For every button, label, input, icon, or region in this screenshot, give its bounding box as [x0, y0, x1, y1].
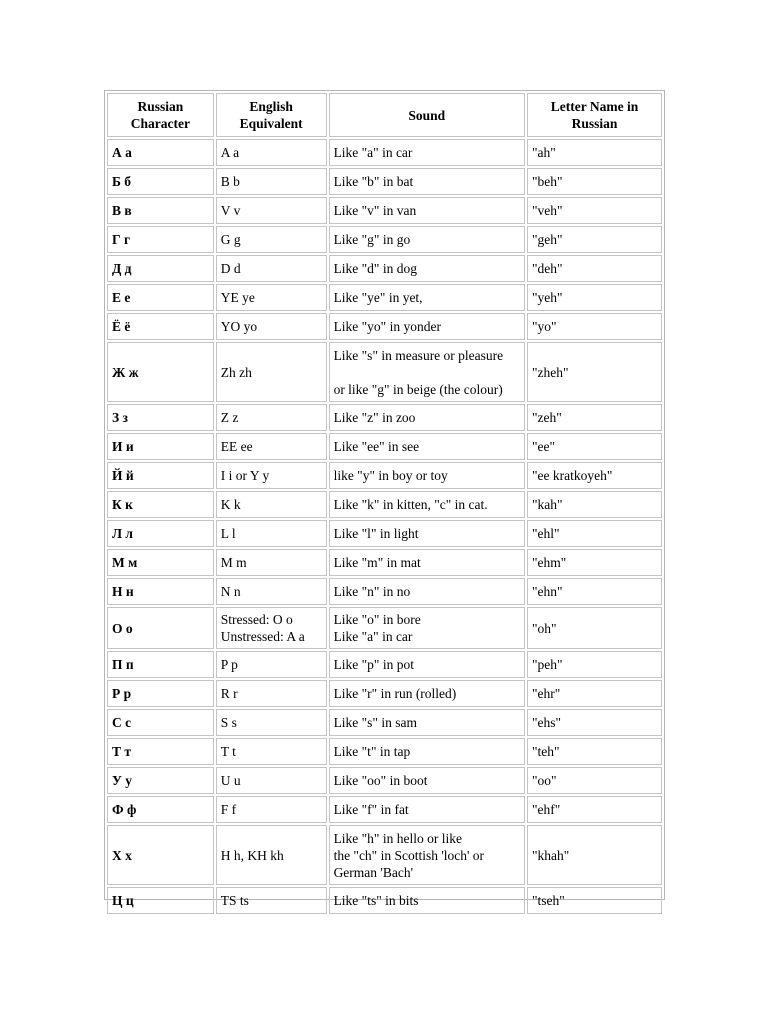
russian-character-cell: Б б: [107, 168, 214, 195]
russian-character-cell: Ё ё: [107, 313, 214, 340]
sound-line: Like "l" in light: [333, 526, 419, 541]
sound-cell: [329, 433, 525, 460]
sound-line: Like "s" in sam: [333, 715, 417, 730]
russian-character-cell: Г г: [107, 226, 214, 253]
table-row: [107, 607, 662, 649]
letter-name-cell: "peh": [527, 651, 662, 678]
russian-character-cell: А а: [107, 139, 214, 166]
letter-name-cell: "zheh": [527, 342, 662, 402]
table-row: [107, 255, 662, 282]
sound-line: German 'Bach': [333, 864, 414, 880]
sound-line: Like "r" in run (rolled): [333, 686, 457, 701]
table-row: [107, 887, 662, 914]
sound-line: Like "oo" in boot: [333, 773, 428, 788]
letter-name-cell: "yeh": [527, 284, 662, 311]
russian-character-cell: И и: [107, 433, 214, 460]
sound-line: Like "s" in measure or pleasure: [333, 347, 504, 363]
sound-cell: [329, 197, 525, 224]
sound-line: Like "p" in pot: [333, 657, 414, 672]
table-row: [107, 284, 662, 311]
table-row: [107, 796, 662, 823]
sound-cell: [329, 139, 525, 166]
sound-cell: [329, 767, 525, 794]
letter-name-cell: "ee kratkoyeh": [527, 462, 662, 489]
russian-character-cell: Д д: [107, 255, 214, 282]
table-row: [107, 549, 662, 576]
sound-line: Like "h" in hello or like: [333, 830, 462, 846]
table-row: [107, 168, 662, 195]
sound-cell: [329, 825, 525, 885]
russian-character-cell: Т т: [107, 738, 214, 765]
header-english-equivalent: English Equivalent: [216, 93, 327, 137]
sound-line: Like "a" in car: [333, 145, 413, 160]
letter-name-cell: "ah": [527, 139, 662, 166]
english-equivalent-cell: T t: [216, 738, 327, 765]
sound-cell: [329, 404, 525, 431]
letter-name-cell: "ehn": [527, 578, 662, 605]
english-equivalent-cell: [216, 607, 327, 649]
english-equivalent-cell: H h, KH kh: [216, 825, 327, 885]
english-equivalent-cell: Z z: [216, 404, 327, 431]
table-body: [107, 139, 662, 914]
sound-line: Like "z" in zoo: [333, 410, 416, 425]
english-equivalent-cell: I i or Y y: [216, 462, 327, 489]
letter-name-cell: "ehf": [527, 796, 662, 823]
table-row: [107, 709, 662, 736]
sound-cell: [329, 738, 525, 765]
english-equivalent-cell: F f: [216, 796, 327, 823]
english-equivalent-cell: G g: [216, 226, 327, 253]
russian-character-cell: З з: [107, 404, 214, 431]
letter-name-cell: "tseh": [527, 887, 662, 914]
english-equivalent-cell: S s: [216, 709, 327, 736]
table-row: [107, 825, 662, 885]
english-equivalent-cell: M m: [216, 549, 327, 576]
letter-name-cell: "kah": [527, 491, 662, 518]
table-row: [107, 462, 662, 489]
sound-line: Like "ee" in see: [333, 439, 420, 454]
russian-character-cell: С с: [107, 709, 214, 736]
russian-character-cell: Й й: [107, 462, 214, 489]
letter-name-cell: "yo": [527, 313, 662, 340]
sound-cell: [329, 549, 525, 576]
sound-line: Like "ts" in bits: [333, 893, 419, 908]
sound-cell: [329, 255, 525, 282]
english-equivalent-cell: TS ts: [216, 887, 327, 914]
sound-cell: [329, 284, 525, 311]
alphabet-table-frame: [104, 90, 665, 908]
sound-cell: [329, 796, 525, 823]
letter-name-cell: "oo": [527, 767, 662, 794]
sound-cell: [329, 342, 525, 402]
russian-character-cell: К к: [107, 491, 214, 518]
sound-line: Like "a" in car: [333, 629, 413, 644]
header-letter-name: Letter Name in Russian: [527, 93, 662, 137]
sound-cell: [329, 709, 525, 736]
table-row: [107, 313, 662, 340]
sound-line: Like "k" in kitten, "c" in cat.: [333, 497, 488, 512]
russian-character-cell: Ф ф: [107, 796, 214, 823]
english-equivalent-line: Stressed: O o: [220, 612, 293, 627]
letter-name-cell: "ehm": [527, 549, 662, 576]
english-equivalent-cell: YE ye: [216, 284, 327, 311]
sound-cell: [329, 168, 525, 195]
letter-name-cell: "veh": [527, 197, 662, 224]
russian-character-cell: Н н: [107, 578, 214, 605]
english-equivalent-cell: A a: [216, 139, 327, 166]
sound-cell: [329, 520, 525, 547]
table-row: [107, 197, 662, 224]
sound-cell: [329, 578, 525, 605]
sound-cell: [329, 680, 525, 707]
english-equivalent-cell: N n: [216, 578, 327, 605]
english-equivalent-cell: B b: [216, 168, 327, 195]
sound-cell: [329, 313, 525, 340]
sound-line: Like "ye" in yet,: [333, 290, 423, 305]
letter-name-cell: "zeh": [527, 404, 662, 431]
sound-line: Like "f" in fat: [333, 802, 409, 817]
russian-character-cell: Р р: [107, 680, 214, 707]
sound-line: Like "m" in mat: [333, 555, 421, 570]
table-row: [107, 767, 662, 794]
letter-name-cell: "deh": [527, 255, 662, 282]
sound-cell: [329, 651, 525, 678]
letter-name-cell: "khah": [527, 825, 662, 885]
table-row: [107, 520, 662, 547]
russian-character-cell: Л л: [107, 520, 214, 547]
russian-character-cell: У у: [107, 767, 214, 794]
russian-character-cell: Ц ц: [107, 887, 214, 914]
english-equivalent-line: Unstressed: A a: [220, 629, 305, 644]
russian-character-cell: Х х: [107, 825, 214, 885]
table-row: [107, 491, 662, 518]
sound-cell: [329, 462, 525, 489]
sound-line: Like "yo" in yonder: [333, 319, 441, 334]
russian-character-cell: О о: [107, 607, 214, 649]
letter-name-cell: "ehl": [527, 520, 662, 547]
paragraph-gap: [334, 364, 520, 381]
english-equivalent-cell: D d: [216, 255, 327, 282]
russian-character-cell: М м: [107, 549, 214, 576]
letter-name-cell: "geh": [527, 226, 662, 253]
table-row: [107, 139, 662, 166]
table-row: [107, 651, 662, 678]
letter-name-cell: "ee": [527, 433, 662, 460]
table-row: [107, 342, 662, 402]
sound-line: Like "t" in tap: [333, 744, 411, 759]
sound-cell: [329, 887, 525, 914]
english-equivalent-cell: K k: [216, 491, 327, 518]
english-equivalent-cell: P p: [216, 651, 327, 678]
letter-name-cell: "oh": [527, 607, 662, 649]
sound-line: Like "d" in dog: [333, 261, 417, 276]
letter-name-cell: "ehr": [527, 680, 662, 707]
sound-line: Like "g" in go: [333, 232, 411, 247]
english-equivalent-cell: Zh zh: [216, 342, 327, 402]
russian-alphabet-table: [105, 91, 664, 916]
header-sound: Sound: [329, 93, 525, 137]
english-equivalent-cell: V v: [216, 197, 327, 224]
sound-line: Like "n" in no: [333, 584, 411, 599]
russian-character-cell: В в: [107, 197, 214, 224]
sound-line: or like "g" in beige (the colour): [333, 381, 503, 397]
sound-cell: [329, 607, 525, 649]
table-row: [107, 738, 662, 765]
letter-name-cell: "teh": [527, 738, 662, 765]
table-row: [107, 226, 662, 253]
english-equivalent-cell: U u: [216, 767, 327, 794]
table-row: [107, 404, 662, 431]
russian-character-cell: П п: [107, 651, 214, 678]
english-equivalent-cell: R r: [216, 680, 327, 707]
sound-cell: [329, 226, 525, 253]
table-row: [107, 578, 662, 605]
sound-line: Like "b" in bat: [333, 174, 414, 189]
english-equivalent-cell: L l: [216, 520, 327, 547]
english-equivalent-cell: EE ee: [216, 433, 327, 460]
table-row: [107, 433, 662, 460]
table-row: [107, 680, 662, 707]
header-russian-character: Russian Character: [107, 93, 214, 137]
sound-line: like "y" in boy or toy: [333, 468, 448, 483]
russian-character-cell: Е е: [107, 284, 214, 311]
letter-name-cell: "ehs": [527, 709, 662, 736]
letter-name-cell: "beh": [527, 168, 662, 195]
english-equivalent-cell: YO yo: [216, 313, 327, 340]
sound-line: Like "o" in bore: [333, 612, 421, 627]
russian-character-cell: Ж ж: [107, 342, 214, 402]
table-header-row: [107, 93, 662, 137]
sound-line: the "ch" in Scottish 'loch' or: [333, 847, 485, 863]
sound-line: Like "v" in van: [333, 203, 417, 218]
sound-cell: [329, 491, 525, 518]
